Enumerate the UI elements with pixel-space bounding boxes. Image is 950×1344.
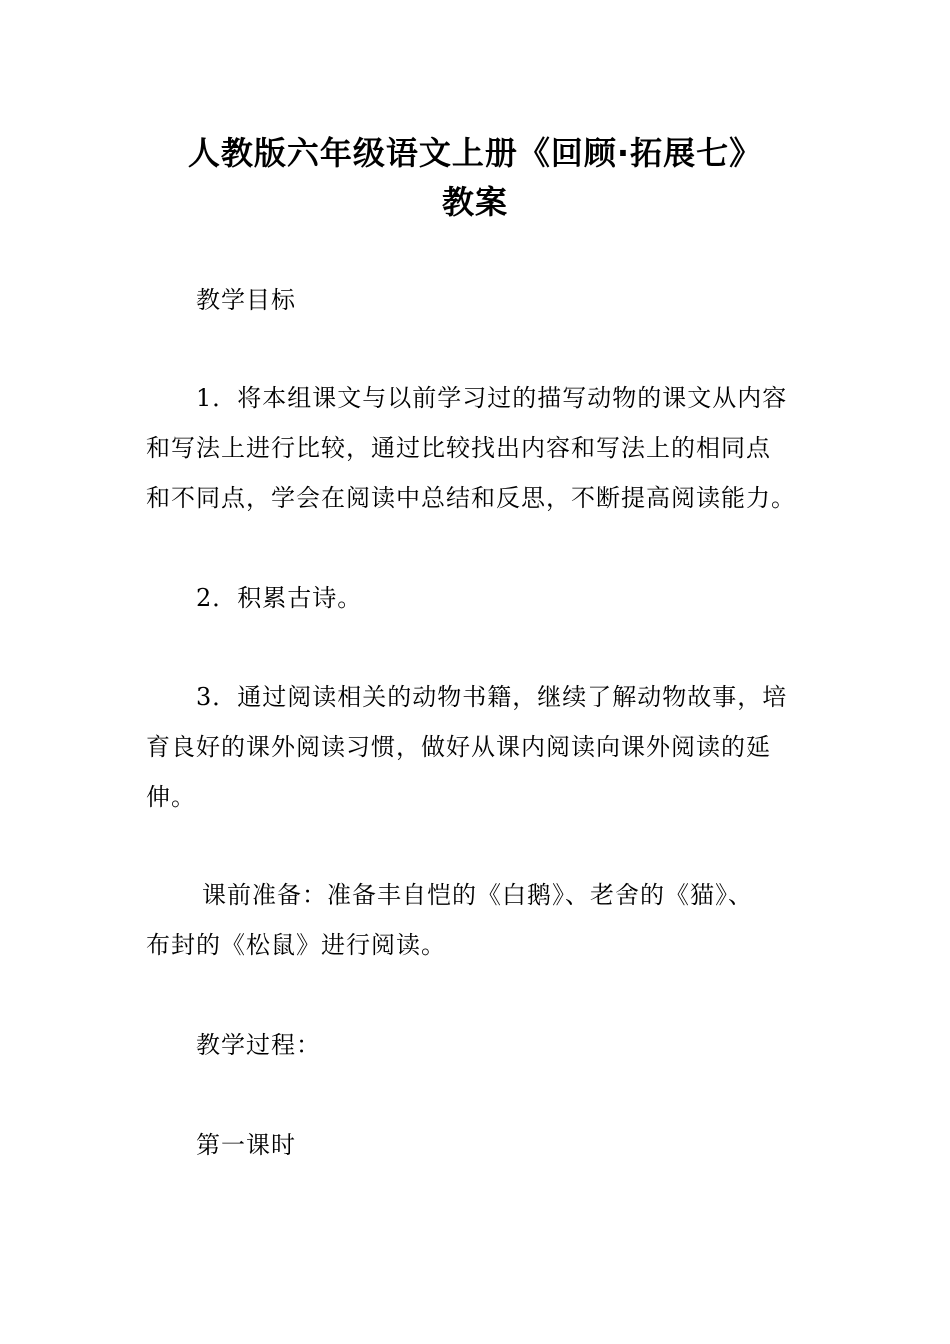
objective-1-line-1: 1．将本组课文与以前学习过的描写动物的课文从内容 [196,384,788,412]
objective-2 [146,573,810,623]
objective-3-line-1: 3．通过阅读相关的动物书籍，继续了解动物故事，培 [196,683,788,711]
preparation [146,870,810,970]
document-title-line-2: 教案 [441,183,508,221]
objective-3-line-3: 伸。 [146,783,196,811]
process-heading-text: 教学过程： [196,1031,321,1059]
objective-1-line-3: 和不同点，学会在阅读中总结和反思，不断提高阅读能力。 [146,484,796,512]
objective-3 [146,672,810,822]
first-lesson-text: 第一课时 [196,1131,296,1159]
preparation-line-1: 课前准备：准备丰自恺的《白鹅》、老舍的《猫》、 [202,881,753,909]
objective-2-text: 2．积累古诗。 [196,584,363,612]
preparation-line-2: 布封的《松鼠》进行阅读。 [146,931,446,959]
objectives-heading-text: 教学目标 [196,286,296,314]
objective-3-line-2: 育良好的课外阅读习惯，做好从课内阅读向课外阅读的延 [146,733,771,761]
document-title-line-1: 人教版六年级语文上册《回顾·拓展七》 [187,134,763,172]
objective-1-line-2: 和写法上进行比较，通过比较找出内容和写法上的相同点 [146,434,771,462]
objectives-heading [146,275,810,325]
first-lesson-heading [146,1120,810,1170]
objective-1 [146,373,810,523]
process-heading [146,1020,810,1070]
